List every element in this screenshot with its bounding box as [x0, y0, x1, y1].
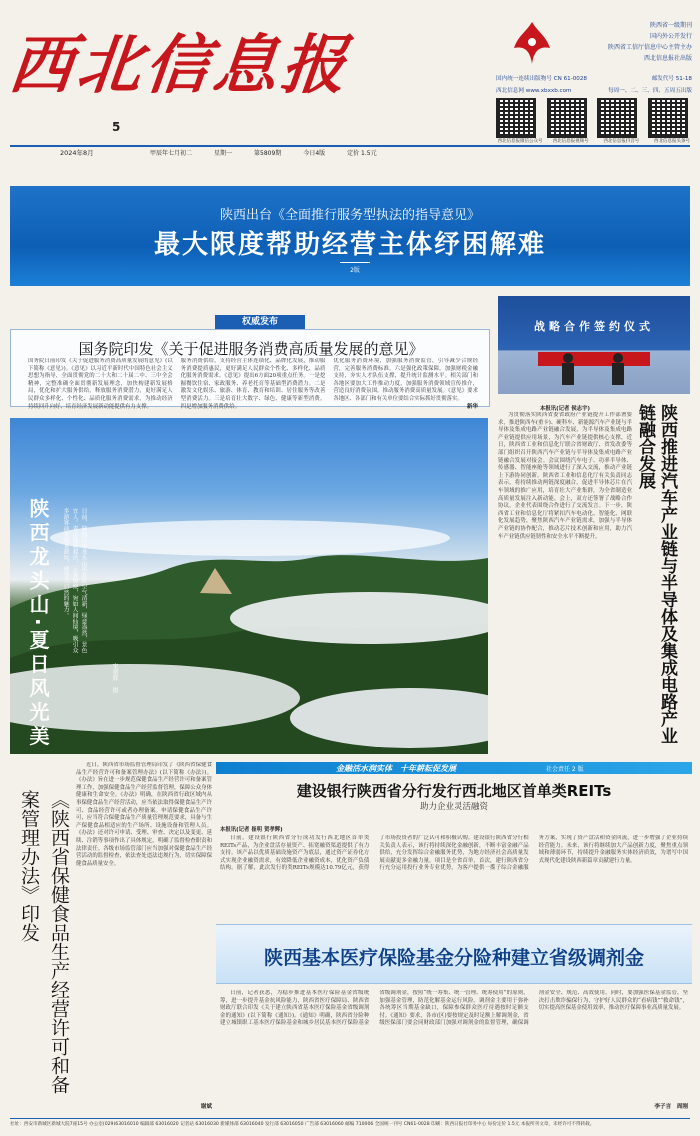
ccb-headline: 建设银行陕西省分行发行西北地区首单类REITs — [296, 782, 612, 800]
banner-kicker: 陕西出台《全面推行服务型执法的指导意见》 — [219, 208, 480, 223]
masthead-rule — [10, 145, 690, 147]
ccb-body: 日前，建设银行陕西省分行成功发行西北地区首单类REITs产品，为企业盘活存量资产、拓宽融资渠道提供了有力支持。该产品以优质基础设施资产为底层，通过资产证券化方式实现企业融资需求，有效降低企业融资成本，优化资产负债结构。据了解，此次发行的类REITs规模达10.79亿元，获得了市场投资者的广泛认可和积极认购。建设银行陕西省分行相关负责人表示，该行将持续深化金融创新，不断丰富金融产品供给，充分发挥综合金融服务优势，为地方经济社会高质量发展贡献更多金融力量。项目是全省首单，首次，建行陕西省分行充分运用投行业务专业优势，为客户提供一揽子综合金融服务方案，实现了资产盘活和资金回流，进一步增强了企业持续经营能力。未来，该行将继续加大产品创新力度，聚焦重点领域和薄弱环节，持续提升金融服务实体经济质效，为谱写中国式现代化建设陕西新篇章贡献建行力量。 — [220, 835, 688, 872]
logo-icon — [512, 18, 552, 68]
sponsor-line: 西北信息报社出版 — [643, 55, 692, 62]
footer-text: 社址：西安市新城区新城大院7座15号 办公室(029)63016010 编辑部 63016020 记者站 63016030 新媒体部 63016040 发行部 63016050 广告部 63016060 邮编 710006 全国统一刊号 CN61-0028 印刷：陕西日报社印务中心 每份定价 1.5元 本报所刊文章，未经许可不得转载。 — [10, 1122, 595, 1127]
website: 西北信息网 www.xbxxb.com — [496, 88, 572, 94]
ic-byline: 本报讯(记者 侯志宇) — [540, 406, 590, 412]
qr-code[interactable]: 西北信息报微信公众号 — [496, 98, 544, 148]
banner-page-ref: 2版 — [340, 262, 370, 274]
price: 定价 1.5元 — [347, 150, 377, 157]
ic-body: 为贯彻落实陕西省委省政府产业链提升工作部署要求，推进陕西车(重卡)、硬科车、新能源汽车产业链与半导体及集成电路产业链融合发展，为半导体及集成电路产业链提供应用场景，为汽车产业链提供核心支撑，近日，陕西省工业和信息化厅联合省财政厅、省发改委等部门组织召开陕西汽车产业链与半导体及集成电路产业链融合发展对接会。会议围绕汽车电子、功率半导体、传感器、智能座舱等领域进行了深入交流，推动产业链上下游协同创新。陕西省工业和信息化厅有关负责同志表示，将持续推动两链深度融合，促进半导体芯片在汽车领域的推广应用，培育壮大产业集群，为全省制造业高质量发展注入新动能。会上，双方还签署了战略合作协议，企业代表围绕合作进行了交流发言。下一步，陕西省工业和信息化厅将紧扣汽车电动化、智能化、网联化发展趋势，聚焦陕西汽车产业链需求，加强与半导体产业链的协作配合，推动芯片技术创新和应用，助力汽车产业链供应链韧性和安全水平不断提升。 — [498, 412, 632, 540]
sponsor-line: 陕西省一级期刊 — [649, 22, 692, 29]
food-body: 近日，陕西省市场监督管理局印发了《陕西省保健食品生产经营许可和备案管理办法》(以下简称《办法》)。《办法》旨在进一步规范保健食品生产经营许可和备案管理工作，加强保健食品生产经营监督管理，保障公众身体健康和生命安全。《办法》明确，在陕西省行政区域内从事保健食品生产经营活动，应当依法取得保健食品生产许可、食品经营许可或者办理备案。申请保健食品生产许可，应当符合保健食品生产质量管理规范要求，具备与生产保健食品相适应的生产场所、设施设备和管理人员。《办法》还对许可申请、受理、审查、决定以及变更、延续、注销等事项作出了具体规定，明确了监督检查职责和法律责任。各级市场监管部门应当加强对保健食品生产经营活动的监督检查，依法查处违法违规行为，切实保障保健食品质量安全。 — [76, 762, 212, 867]
medical-headline: 陕西基本医疗保险基金分险种建立省级调剂金 — [263, 947, 644, 969]
photo-title: 陕西龙头山·夏日风光美 — [26, 498, 50, 750]
sponsor-line: 陕西省工信厅信息中心主管主办 — [607, 44, 692, 51]
food-source: 谢斌 — [200, 1104, 212, 1110]
ccb-subhead: 助力企业灵活融资 — [419, 802, 488, 812]
qr-code[interactable]: 西北信息报头条号 — [648, 98, 696, 148]
food-headline: 《陕西省保健食品生产经营许可和备案管理办法》印发 — [18, 790, 70, 1094]
footer-rule — [10, 1118, 690, 1119]
date-day: 5 — [112, 120, 121, 134]
qr-code[interactable]: 西北信息报抖音号 — [597, 98, 645, 148]
authority-headline: 国务院印发《关于促进服务消费高质量发展的意见》 — [78, 340, 424, 358]
ccb-kicker: 金融活水润实体 十年耕耘促发展 — [336, 764, 456, 773]
masthead — [0, 0, 700, 178]
medical-headline-band — [216, 924, 692, 984]
date-month: 2024年8月 — [60, 149, 94, 157]
authority-col: 优化服务消费环境，加强服务消费监管，引导减少合规经营，完善服务消费标准。六是强化政策保障，加强财税金融支持，夯实人才队伍支撑，提升统计监测水平。相关部门和各地区要加大工作推动力度，加强服务消费领域宣传推介，营造良好消费氛围，推动服务消费高质量发展。《意见》要求各地区、各部门和有关单位要结合实际抓好贯彻落实。 — [333, 358, 479, 402]
page-count: 今日4版 — [303, 150, 326, 157]
issue-number: 第5809期 — [254, 150, 282, 157]
photo-credit: 宋朝辉 摄 — [111, 663, 118, 693]
sponsor-line: 国内外公开发行 — [649, 33, 692, 40]
ic-headline: 陕西推进汽车产业链与半导体及集成电路产业链融合发展 — [635, 404, 677, 744]
authority-source: 新华 — [466, 404, 479, 410]
sponsor-lines — [560, 20, 692, 64]
authority-label: 权威发布 — [215, 315, 305, 329]
ic-photo — [498, 296, 690, 394]
medical-source: 李子言 周刚 — [654, 1104, 688, 1110]
photo-caption: 日前，陕西汉中龙头山风景区空气清新，绿意盎然，景色宜人。青山绵延起伏，云雾缭绕，宛如人间仙境，吸引众多游客前来避暑游玩，感受大自然的魅力。 — [62, 508, 86, 653]
publish-days: 每周一、二、三、四、五周五出版 — [608, 88, 692, 94]
banner-headline: 最大限度帮助经营主体纾困解难 — [153, 230, 546, 260]
ccb-kicker-right: 社会责任 2 版 — [546, 766, 584, 773]
dateline-row — [150, 148, 377, 157]
ic-photo-sign: 战略合作签约仪式 — [534, 320, 654, 333]
ccb-kicker-bar — [216, 762, 692, 774]
authority-col: 国务院日前印发《关于促进服务消费高质量发展的意见》(以下简称《意见》)。《意见》以习近平新时代中国特色社会主义思想为指导，全面贯彻党的二十大和二十届二中、三中全会精神，完整准确全面贯彻新发展理念，加快构建新发展格局，优化和扩大服务供给，释放服务消费潜力，更好满足人民群众多样化、个性化、品质化服务消费需求，为推动经济持续回升向好、培育经济发展新动能提供有力支撑。 — [28, 358, 173, 410]
postal-code: 邮发代号 51-18 — [651, 76, 692, 82]
medical-body: 日前，记者获悉，为稳步推进基本医疗保险基金省级统筹，进一步提升基金抗风险能力，陕西省医疗保障局、陕西省财政厅联合印发《关于建立陕西省基本医疗保险基金省级调剂金的通知》(以下简称《通知》)。《通知》明确，陕西省分险种建立城镇职工基本医疗保险基金和城乡居民基本医疗保险基金省级调剂金，按照“统一筹集、统一管理、统筹使用”的原则，加强基金管理，防范化解基金运行风险。调剂金主要用于弥补各统筹区当期基金缺口，保障参保群众医疗待遇按时足额支付。《通知》要求，各市(区)要按规定及时足额上解调剂金，省级医保部门要会同财政部门加强对调剂金的监督管理，确保调剂金安全、规范、高效使用。同时，要加强医保基金监管，坚决打击欺诈骗保行为，守护好人民群众的“看病钱”“救命钱”，切实提高医保基金使用效率，推动医疗保障事业高质量发展。 — [220, 990, 688, 1027]
weekday: 星期一 — [214, 150, 233, 157]
masthead-title: 西北信息报 — [5, 28, 354, 103]
landscape-photo — [10, 418, 488, 754]
authority-col: 服务消费供给，支持经营主体连锁化、品牌化发展，推动服务消费提质惠民，更好满足人民群众个性化、多样化、品质化服务消费需求。《意见》提出6方面20项重点任务。一是挖掘餐饮住宿、家政服务、养老托育等基础型消费潜力。二是激发文化娱乐、旅游、体育、教育和培训、居住服务等改善型消费活力。三是培育壮大数字、绿色、健康等新型消费。四是增加服务消费供给。 — [180, 358, 326, 410]
cn-number: 国内统一连续出版物号 CN 61-0028 — [496, 76, 587, 82]
qr-code[interactable]: 西北信息报视频号 — [547, 98, 595, 148]
ccb-byline: 本报讯(记者 崔明 贺孝辉) — [220, 827, 283, 833]
banner — [10, 186, 690, 286]
lunar-date: 甲辰年七月初二 — [150, 150, 193, 157]
